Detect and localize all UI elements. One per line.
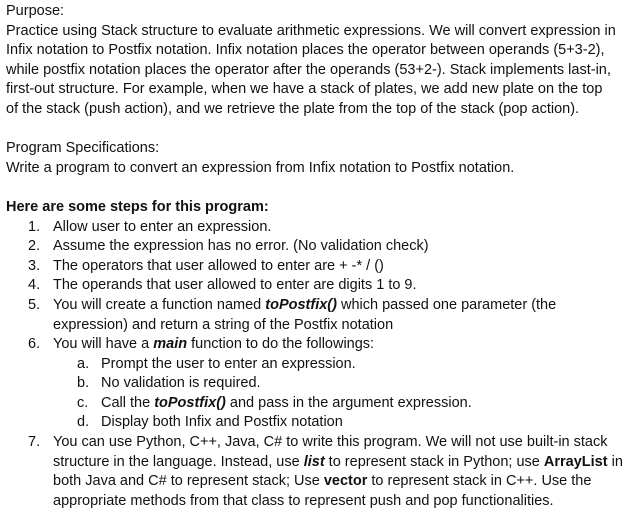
spacer	[6, 120, 633, 140]
purpose-line-1: Practice using Stack structure to evaluate arithmetic expressions. We will convert expression in	[6, 22, 616, 39]
step-text-line: appropriate methods from that class to represent push and pop functionalities.	[53, 492, 554, 509]
purpose-heading: Purpose:	[6, 3, 65, 19]
steps-section	[6, 198, 633, 512]
purpose-section	[6, 2, 633, 120]
step-item	[6, 218, 633, 238]
step-text: function to do the followings:	[187, 336, 375, 353]
step-text-line	[53, 453, 633, 473]
substep-letter: c.	[77, 394, 89, 411]
step-text: which passed one parameter (the	[336, 296, 557, 313]
step-text-line	[53, 335, 633, 355]
step-text-line	[53, 296, 633, 316]
step-item	[6, 276, 633, 296]
step-text: in	[607, 453, 623, 470]
step-item	[6, 296, 633, 335]
keyword-vector: vector	[323, 473, 368, 490]
step-item	[6, 237, 633, 257]
substep-text: Display both Infix and Postfix notation	[101, 414, 343, 431]
substep-item	[53, 355, 633, 375]
step-text: You will create a function named	[53, 296, 266, 313]
step-text: The operators that user allowed to enter are + -* / ()	[53, 257, 384, 274]
purpose-line-3: while postfix notation places the operator after the operands (53+2-). Stack implements last-in,	[6, 61, 611, 78]
function-name-topostfix: toPostfix()	[154, 394, 226, 411]
step-text-line: You can use Python, C++, Java, C# to write this program. We will not use built-in stack	[53, 434, 608, 451]
step-text-line	[53, 472, 633, 492]
purpose-line-2: Infix notation to Postfix notation. Infix notation places the operator between operands (5+3-2),	[6, 42, 605, 59]
step-item	[6, 433, 633, 511]
steps-list	[6, 218, 633, 512]
keyword-arraylist: ArrayList	[543, 453, 608, 470]
substep-letter: b.	[77, 375, 90, 392]
specs-line: Write a program to convert an expression from Infix notation to Postfix notation.	[6, 159, 515, 176]
step-text-line: expression) and return a string of the Postfix notation	[53, 316, 394, 333]
substep-text: and pass in the argument expression.	[225, 394, 472, 411]
step-text: The operands that user allowed to enter are digits 1 to 9.	[53, 277, 417, 294]
substep-text: Prompt the user to enter an expression.	[101, 355, 356, 372]
step-text: Allow user to enter an expression.	[53, 218, 272, 235]
substeps-list	[53, 355, 633, 433]
step-item	[6, 257, 633, 277]
specs-section	[6, 139, 633, 178]
step-text: both Java and C# to represent stack; Use	[53, 473, 324, 490]
step-text: to represent stack in C++. Use the	[367, 473, 592, 490]
substep-item	[53, 374, 633, 394]
specs-heading: Program Specifications:	[6, 140, 160, 157]
keyword-list: list	[303, 453, 325, 470]
substep-text: Call the	[101, 394, 155, 411]
step-item	[6, 335, 633, 433]
substep-letter: a.	[77, 355, 90, 372]
step-text: You will have a	[53, 336, 154, 353]
step-number: 3.	[28, 257, 41, 274]
substep-item	[53, 413, 633, 433]
substep-item	[53, 394, 633, 414]
step-text: structure in the language. Instead, use	[53, 453, 304, 470]
steps-heading: Here are some steps for this program:	[6, 198, 269, 215]
step-number: 1.	[28, 218, 41, 235]
purpose-line-4: first-out structure. For example, when we have a stack of plates, we add new plate on the top	[6, 81, 603, 98]
step-number: 4.	[28, 277, 41, 294]
step-number: 7.	[28, 434, 41, 451]
substep-text: No validation is required.	[101, 375, 261, 392]
purpose-line-5: of the stack (push action), and we retrieve the plate from the top of the stack (pop action).	[6, 100, 580, 117]
step-number: 6.	[28, 336, 41, 353]
step-text: to represent stack in Python; use	[324, 453, 544, 470]
step-number: 5.	[28, 296, 41, 313]
function-name-main: main	[153, 336, 188, 353]
spacer	[6, 178, 633, 198]
substep-letter: d.	[77, 414, 90, 431]
step-text: Assume the expression has no error. (No validation check)	[53, 238, 429, 255]
step-number: 2.	[28, 238, 41, 255]
function-name-topostfix: toPostfix()	[265, 296, 337, 313]
